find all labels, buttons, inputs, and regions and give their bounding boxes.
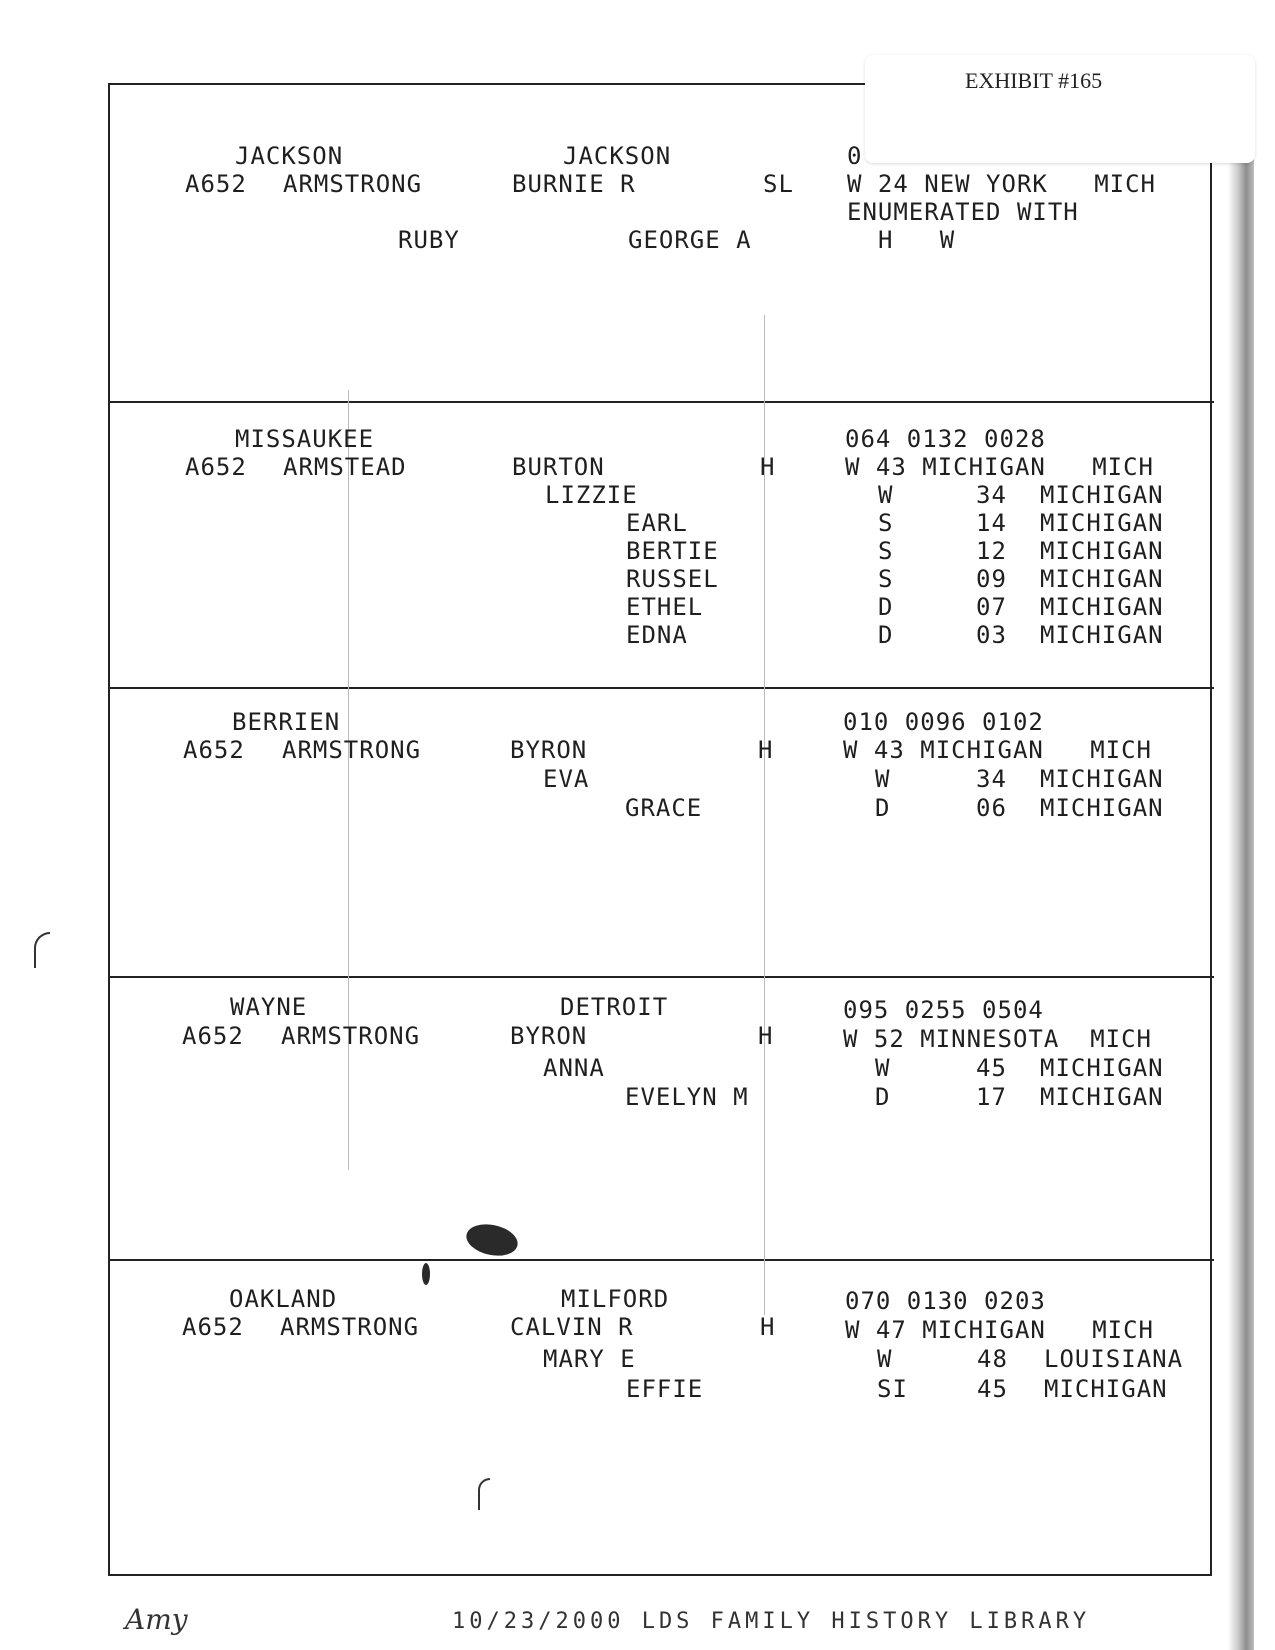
member-age: 12 [976,537,1007,565]
member-birthplace: MICHIGAN [1040,1083,1164,1111]
member-age: 45 [976,1054,1007,1082]
surname: ARMSTEAD [283,453,407,481]
surname: ARMSTRONG [282,736,422,764]
head-details: W 24 NEW YORK MICH [847,170,1156,198]
county: BERRIEN [232,708,341,736]
head-relationship: H [760,453,776,481]
member-name: EVELYN M [625,1083,749,1111]
member-relationship: W [875,765,891,793]
county: OAKLAND [229,1285,338,1313]
member-birthplace: MICHIGAN [1040,565,1164,593]
soundex-code: A652 [182,1313,244,1341]
soundex-code: A652 [185,453,247,481]
member-relationship: D [878,593,894,621]
reference-number: 070 0130 0203 [845,1287,1046,1315]
member-age: 09 [976,565,1007,593]
county: JACKSON [235,142,344,170]
member-name: LIZZIE [545,481,638,509]
member-birthplace: MICHIGAN [1044,1375,1168,1403]
member-birthplace: MICHIGAN [1040,481,1164,509]
member-name: GRACE [625,794,703,822]
reference-number: 095 0255 0504 [843,996,1044,1024]
head-relationship: H [760,1313,776,1341]
member-name: EDNA [626,621,688,649]
head-name: BURNIE R [512,170,636,198]
member-name: EFFIE [626,1375,704,1403]
member-relationship: S [878,537,894,565]
member-age: 48 [977,1345,1008,1373]
record-divider [108,976,1214,978]
reference-number: 064 0132 0028 [845,425,1046,453]
member-birthplace: MICHIGAN [1040,794,1164,822]
record-divider [108,401,1214,403]
head-details: W 52 MINNESOTA MICH [843,1025,1152,1053]
record-divider [108,687,1214,689]
record-divider [108,1259,1214,1261]
exhibit-label: EXHIBIT #165 [965,68,1103,93]
surname: ARMSTRONG [283,170,423,198]
head-details: W 47 MICHIGAN MICH [845,1316,1154,1344]
member-relationship: S [878,565,894,593]
page-edge-shadow [1228,150,1254,1650]
member-name: EVA [543,765,590,793]
column-rule [348,390,349,1170]
head-details: W 43 MICHIGAN MICH [843,736,1152,764]
surname: ARMSTRONG [280,1313,420,1341]
soundex-code: A652 [182,1022,244,1050]
member-age: 45 [977,1375,1008,1403]
head-details: W 43 MICHIGAN MICH [845,453,1154,481]
ink-smudge [422,1263,430,1285]
member-relationship: D [875,794,891,822]
member-age: 06 [976,794,1007,822]
member-age: 34 [976,765,1007,793]
member-relationship: D [875,1083,891,1111]
member-relationship: D [878,621,894,649]
member-birthplace: MICHIGAN [1040,537,1164,565]
head-relationship: H [758,736,774,764]
member-relationship: W [875,1054,891,1082]
head-name: CALVIN R [510,1313,634,1341]
member-birthplace: MICHIGAN [1040,621,1164,649]
member-birthplace: MICHIGAN [1040,509,1164,537]
place: DETROIT [560,993,669,1021]
head-name: BURTON [512,453,605,481]
member-age: 03 [976,621,1007,649]
member-given-name: GEORGE A [628,226,752,254]
member-relationship: SI [877,1375,908,1403]
member-age: 14 [976,509,1007,537]
county: WAYNE [230,993,308,1021]
head-name: BYRON [510,736,588,764]
member-relationship: H W [878,226,956,254]
soundex-code: A652 [183,736,245,764]
member-birthplace: MICHIGAN [1040,593,1164,621]
member-age: 07 [976,593,1007,621]
member-relationship: W [877,1345,893,1373]
head-relationship: SL [763,170,794,198]
reference-number: 0 [847,142,863,170]
member-name: BERTIE [626,537,719,565]
member-name: RUBY [398,226,460,254]
member-name: EARL [626,509,688,537]
member-relationship: W [878,481,894,509]
handwritten-signature: Amy [125,1603,188,1636]
member-age: 34 [976,481,1007,509]
member-name: ANNA [543,1054,605,1082]
member-birthplace: MICHIGAN [1040,765,1164,793]
member-name: MARY E [543,1345,636,1373]
member-birthplace: LOUISIANA [1044,1345,1184,1373]
surname: ARMSTRONG [281,1022,421,1050]
head-relationship: H [758,1022,774,1050]
pen-mark [478,1478,490,1510]
enumeration-note: ENUMERATED WITH [847,198,1079,226]
member-age: 17 [976,1083,1007,1111]
place: JACKSON [563,142,672,170]
member-birthplace: MICHIGAN [1040,1054,1164,1082]
member-name: ETHEL [626,593,704,621]
pen-mark [34,932,50,968]
reference-number: 010 0096 0102 [843,708,1044,736]
county: MISSAUKEE [235,425,375,453]
place: MILFORD [561,1285,670,1313]
member-name: RUSSEL [626,565,719,593]
soundex-code: A652 [185,170,247,198]
head-name: BYRON [510,1022,588,1050]
footer-source-line: 10/23/2000 LDS FAMILY HISTORY LIBRARY [452,1609,1091,1634]
member-relationship: S [878,509,894,537]
